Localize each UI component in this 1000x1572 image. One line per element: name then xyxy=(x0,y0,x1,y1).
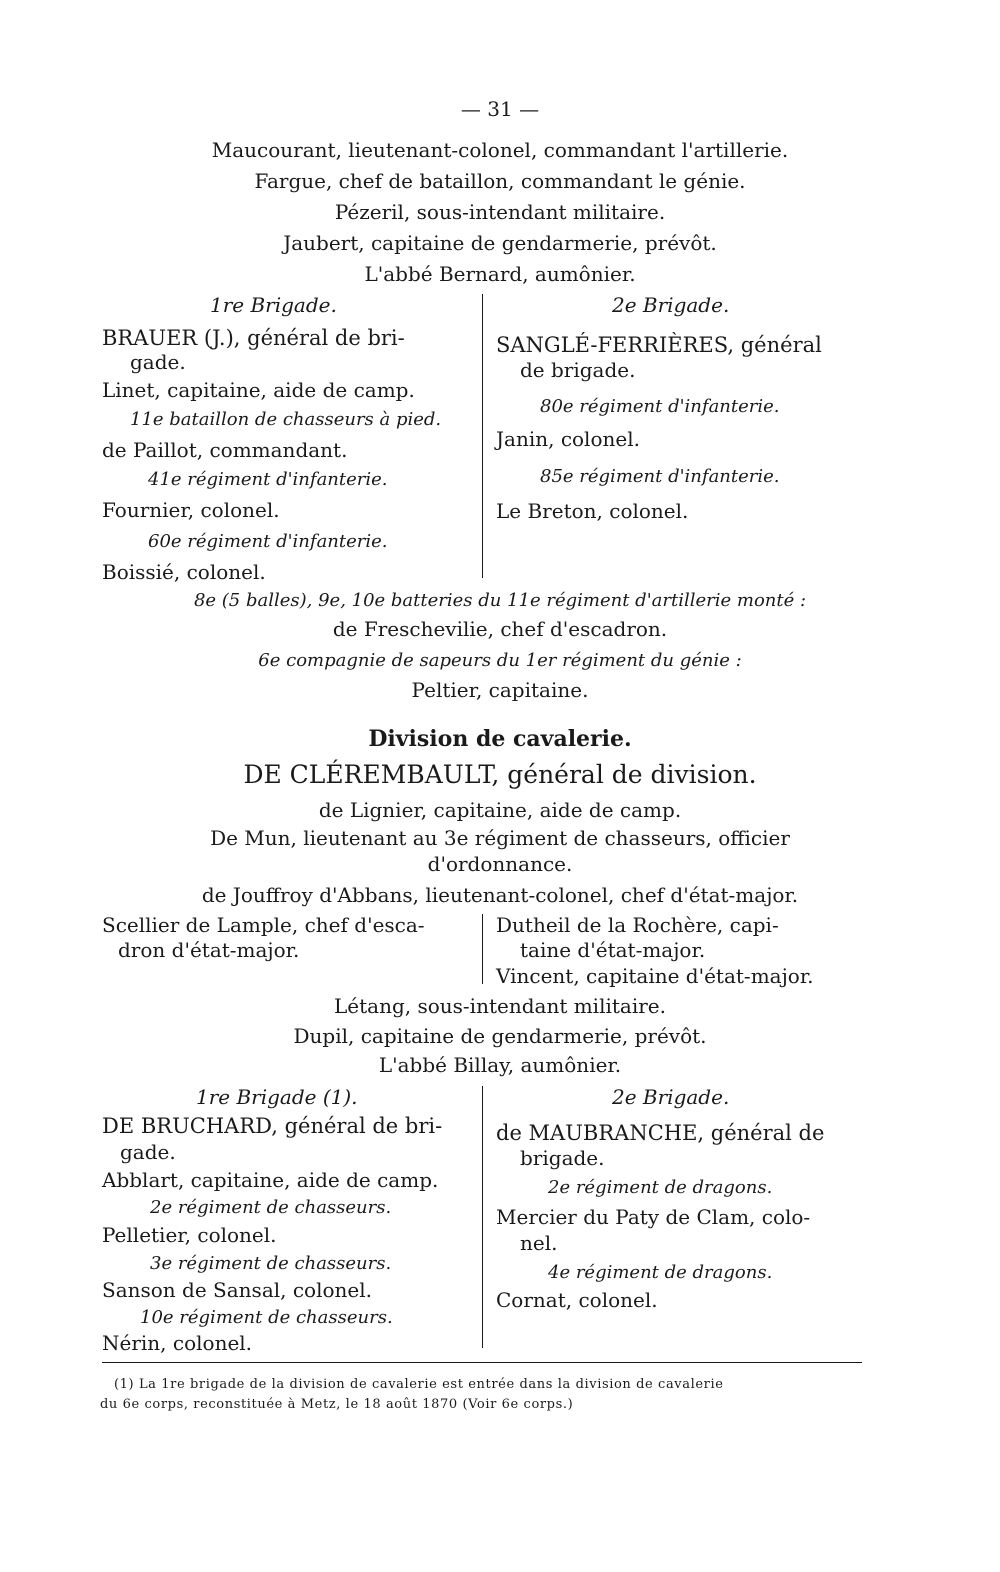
staff-line: Pézeril, sous-intendant militaire. xyxy=(334,200,666,224)
cav-brigade2-commander: Mercier du Paty de Clam, colo- xyxy=(496,1205,811,1229)
brigade2-unit: 85e régiment d'infanterie. xyxy=(540,466,780,487)
cav-brigade1-commander: Pelletier, colonel. xyxy=(102,1223,277,1247)
column-divider xyxy=(482,294,483,578)
staff-line: Fargue, chef de bataillon, commandant le génie. xyxy=(254,169,746,193)
cav-brigade2-general: de MAUBRANCHE, général de xyxy=(496,1121,825,1145)
column-divider xyxy=(482,914,483,984)
cavalry-staff-line: Dupil, capitaine de gendarmerie, prévôt. xyxy=(293,1024,707,1048)
engineer-line: 6e compagnie de sapeurs du 1er régiment du génie : xyxy=(258,650,742,671)
engineer-commander: Peltier, capitaine. xyxy=(411,678,589,702)
artillery-commander: de Freschevilie, chef d'escadron. xyxy=(332,617,668,641)
staff-officer-left-cont: dron d'état-major. xyxy=(118,938,300,962)
cavalry-staff-line: De Mun, lieutenant au 3e régiment de chasseurs, officier xyxy=(210,826,790,850)
cav-brigade1-unit: 10e régiment de chasseurs. xyxy=(140,1307,393,1328)
cav-brigade1-commander: Nérin, colonel. xyxy=(102,1331,253,1355)
page-number: — 31 — xyxy=(460,97,540,121)
cavalry-staff-line: Létang, sous-intendant militaire. xyxy=(334,994,666,1018)
brigade1-commander: de Paillot, commandant. xyxy=(102,438,348,462)
cavalry-staff-line: L'abbé Billay, aumônier. xyxy=(378,1053,622,1077)
brigade1-aide: Linet, capitaine, aide de camp. xyxy=(102,378,415,402)
staff-officer-left: Scellier de Lample, chef d'esca- xyxy=(102,913,425,937)
brigade1-commander: Boissié, colonel. xyxy=(102,560,266,584)
brigade2-title: 2e Brigade. xyxy=(612,293,730,317)
staff-line: L'abbé Bernard, aumônier. xyxy=(364,262,636,286)
cavalry-heading: Division de cavalerie. xyxy=(368,726,632,752)
staff-line: Jaubert, capitaine de gendarmerie, prévôt. xyxy=(283,231,717,255)
cav-brigade1-title: 1re Brigade (1). xyxy=(196,1085,358,1109)
footnote-rule xyxy=(102,1362,862,1363)
brigade2-commander: Janin, colonel. xyxy=(496,427,640,451)
brigade1-unit: 41e régiment d'infanterie. xyxy=(148,469,388,490)
cav-brigade2-commander-cont: nel. xyxy=(520,1231,558,1255)
staff-officer-right: Vincent, capitaine d'état-major. xyxy=(496,964,814,988)
cavalry-staff-line: de Lignier, capitaine, aide de camp. xyxy=(318,798,682,822)
brigade1-general: BRAUER (J.), général de bri- xyxy=(102,326,405,350)
cav-brigade1-commander: Sanson de Sansal, colonel. xyxy=(102,1278,372,1302)
brigade1-general-cont: gade. xyxy=(130,350,186,374)
brigade1-unit: 11e bataillon de chasseurs à pied. xyxy=(130,409,442,430)
cav-brigade2-title: 2e Brigade. xyxy=(612,1085,730,1109)
brigade2-unit: 80e régiment d'infanterie. xyxy=(540,396,780,417)
cav-brigade2-general-cont: brigade. xyxy=(520,1146,605,1170)
column-divider xyxy=(482,1086,483,1348)
staff-officer-right: Dutheil de la Rochère, capi- xyxy=(496,913,779,937)
cav-brigade2-unit: 4e régiment de dragons. xyxy=(548,1262,773,1283)
cav-brigade2-commander: Cornat, colonel. xyxy=(496,1288,658,1312)
cavalry-staff-line: d'ordonnance. xyxy=(427,852,573,876)
artillery-line: 8e (5 balles), 9e, 10e batteries du 11e régiment d'artillerie monté : xyxy=(193,590,807,611)
staff-officer-right-cont: taine d'état-major. xyxy=(520,938,706,962)
cavalry-staff-line: de Jouffroy d'Abbans, lieutenant-colonel, chef d'état-major. xyxy=(201,883,799,907)
cav-brigade2-unit: 2e régiment de dragons. xyxy=(548,1177,773,1198)
cav-brigade1-general: DE BRUCHARD, général de bri- xyxy=(102,1114,443,1138)
footnote-line: du 6e corps, reconstituée à Metz, le 18 août 1870 (Voir 6e corps.) xyxy=(100,1397,574,1412)
brigade2-general-cont: de brigade. xyxy=(520,358,636,382)
cav-brigade1-unit: 2e régiment de chasseurs. xyxy=(150,1197,392,1218)
cav-brigade1-unit: 3e régiment de chasseurs. xyxy=(150,1253,392,1274)
brigade1-commander: Fournier, colonel. xyxy=(102,498,280,522)
cav-brigade1-general-cont: gade. xyxy=(120,1140,176,1164)
brigade2-commander: Le Breton, colonel. xyxy=(496,499,689,523)
brigade1-unit: 60e régiment d'infanterie. xyxy=(148,531,388,552)
brigade1-title: 1re Brigade. xyxy=(210,293,337,317)
brigade2-general: SANGLÉ-FERRIÈRES, général xyxy=(496,333,822,357)
staff-line: Maucourant, lieutenant-colonel, commandant l'artillerie. xyxy=(211,138,789,162)
cavalry-general: DE CLÉREMBAULT, général de division. xyxy=(243,760,757,789)
cav-brigade1-aide: Abblart, capitaine, aide de camp. xyxy=(102,1168,439,1192)
footnote-line: (1) La 1re brigade de la division de cavalerie est entrée dans la division de cavalerie xyxy=(114,1377,724,1392)
